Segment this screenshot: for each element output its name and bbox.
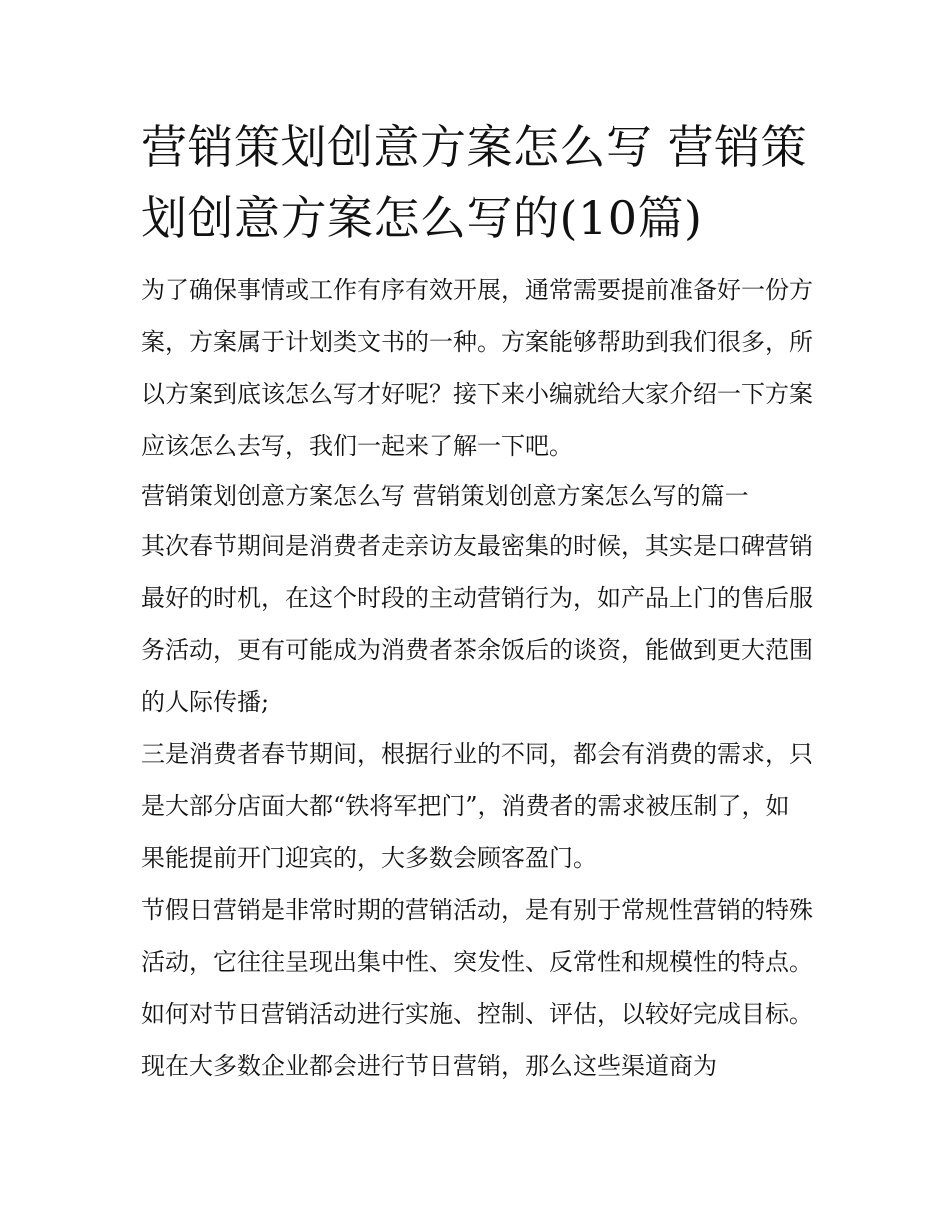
body-paragraph-2: 三是消费者春节期间，根据行业的不同，都会有消费的需求，只是大部分店面大都“铁将军把门”，消费者的需求被压制了，如果能提前开门迎宾的，大多数会顾客盈门。 (141, 740, 813, 872)
section-heading: 营销策划创意方案怎么写 营销策划创意方案怎么写的篇一 (141, 482, 749, 510)
body-paragraph-1: 其次春节期间是消费者走亲访友最密集的时候，其实是口碑营销最好的时机，在这个时段的主动营销行为，如产品上门的售后服务活动，更有可能成为消费者茶余饭后的谈资，能做到更大范围的人际传播; (141, 532, 813, 716)
body-paragraph-3: 节假日营销是非常时期的营销活动，是有别于常规性营销的特殊活动，它往往呈现出集中性、突发性、反常性和规模性的特点。如何对节日营销活动进行实施、控制、评估，以较好完成目标。现在大多数企业都会进行节日营销，那么这些渠道商为 (141, 896, 813, 1080)
intro-paragraph: 为了确保事情或工作有序有效开展，通常需要提前准备好一份方案，方案属于计划类文书的一种。方案能够帮助到我们很多，所以方案到底该怎么写才好呢？接下来小编就给大家介绍一下方案应该怎么去写，我们一起来了解一下吧。 (141, 276, 813, 460)
document-body (141, 112, 813, 1092)
document-title: 营销策划创意方案怎么写 营销策划创意方案怎么写的(10篇) (141, 120, 808, 245)
